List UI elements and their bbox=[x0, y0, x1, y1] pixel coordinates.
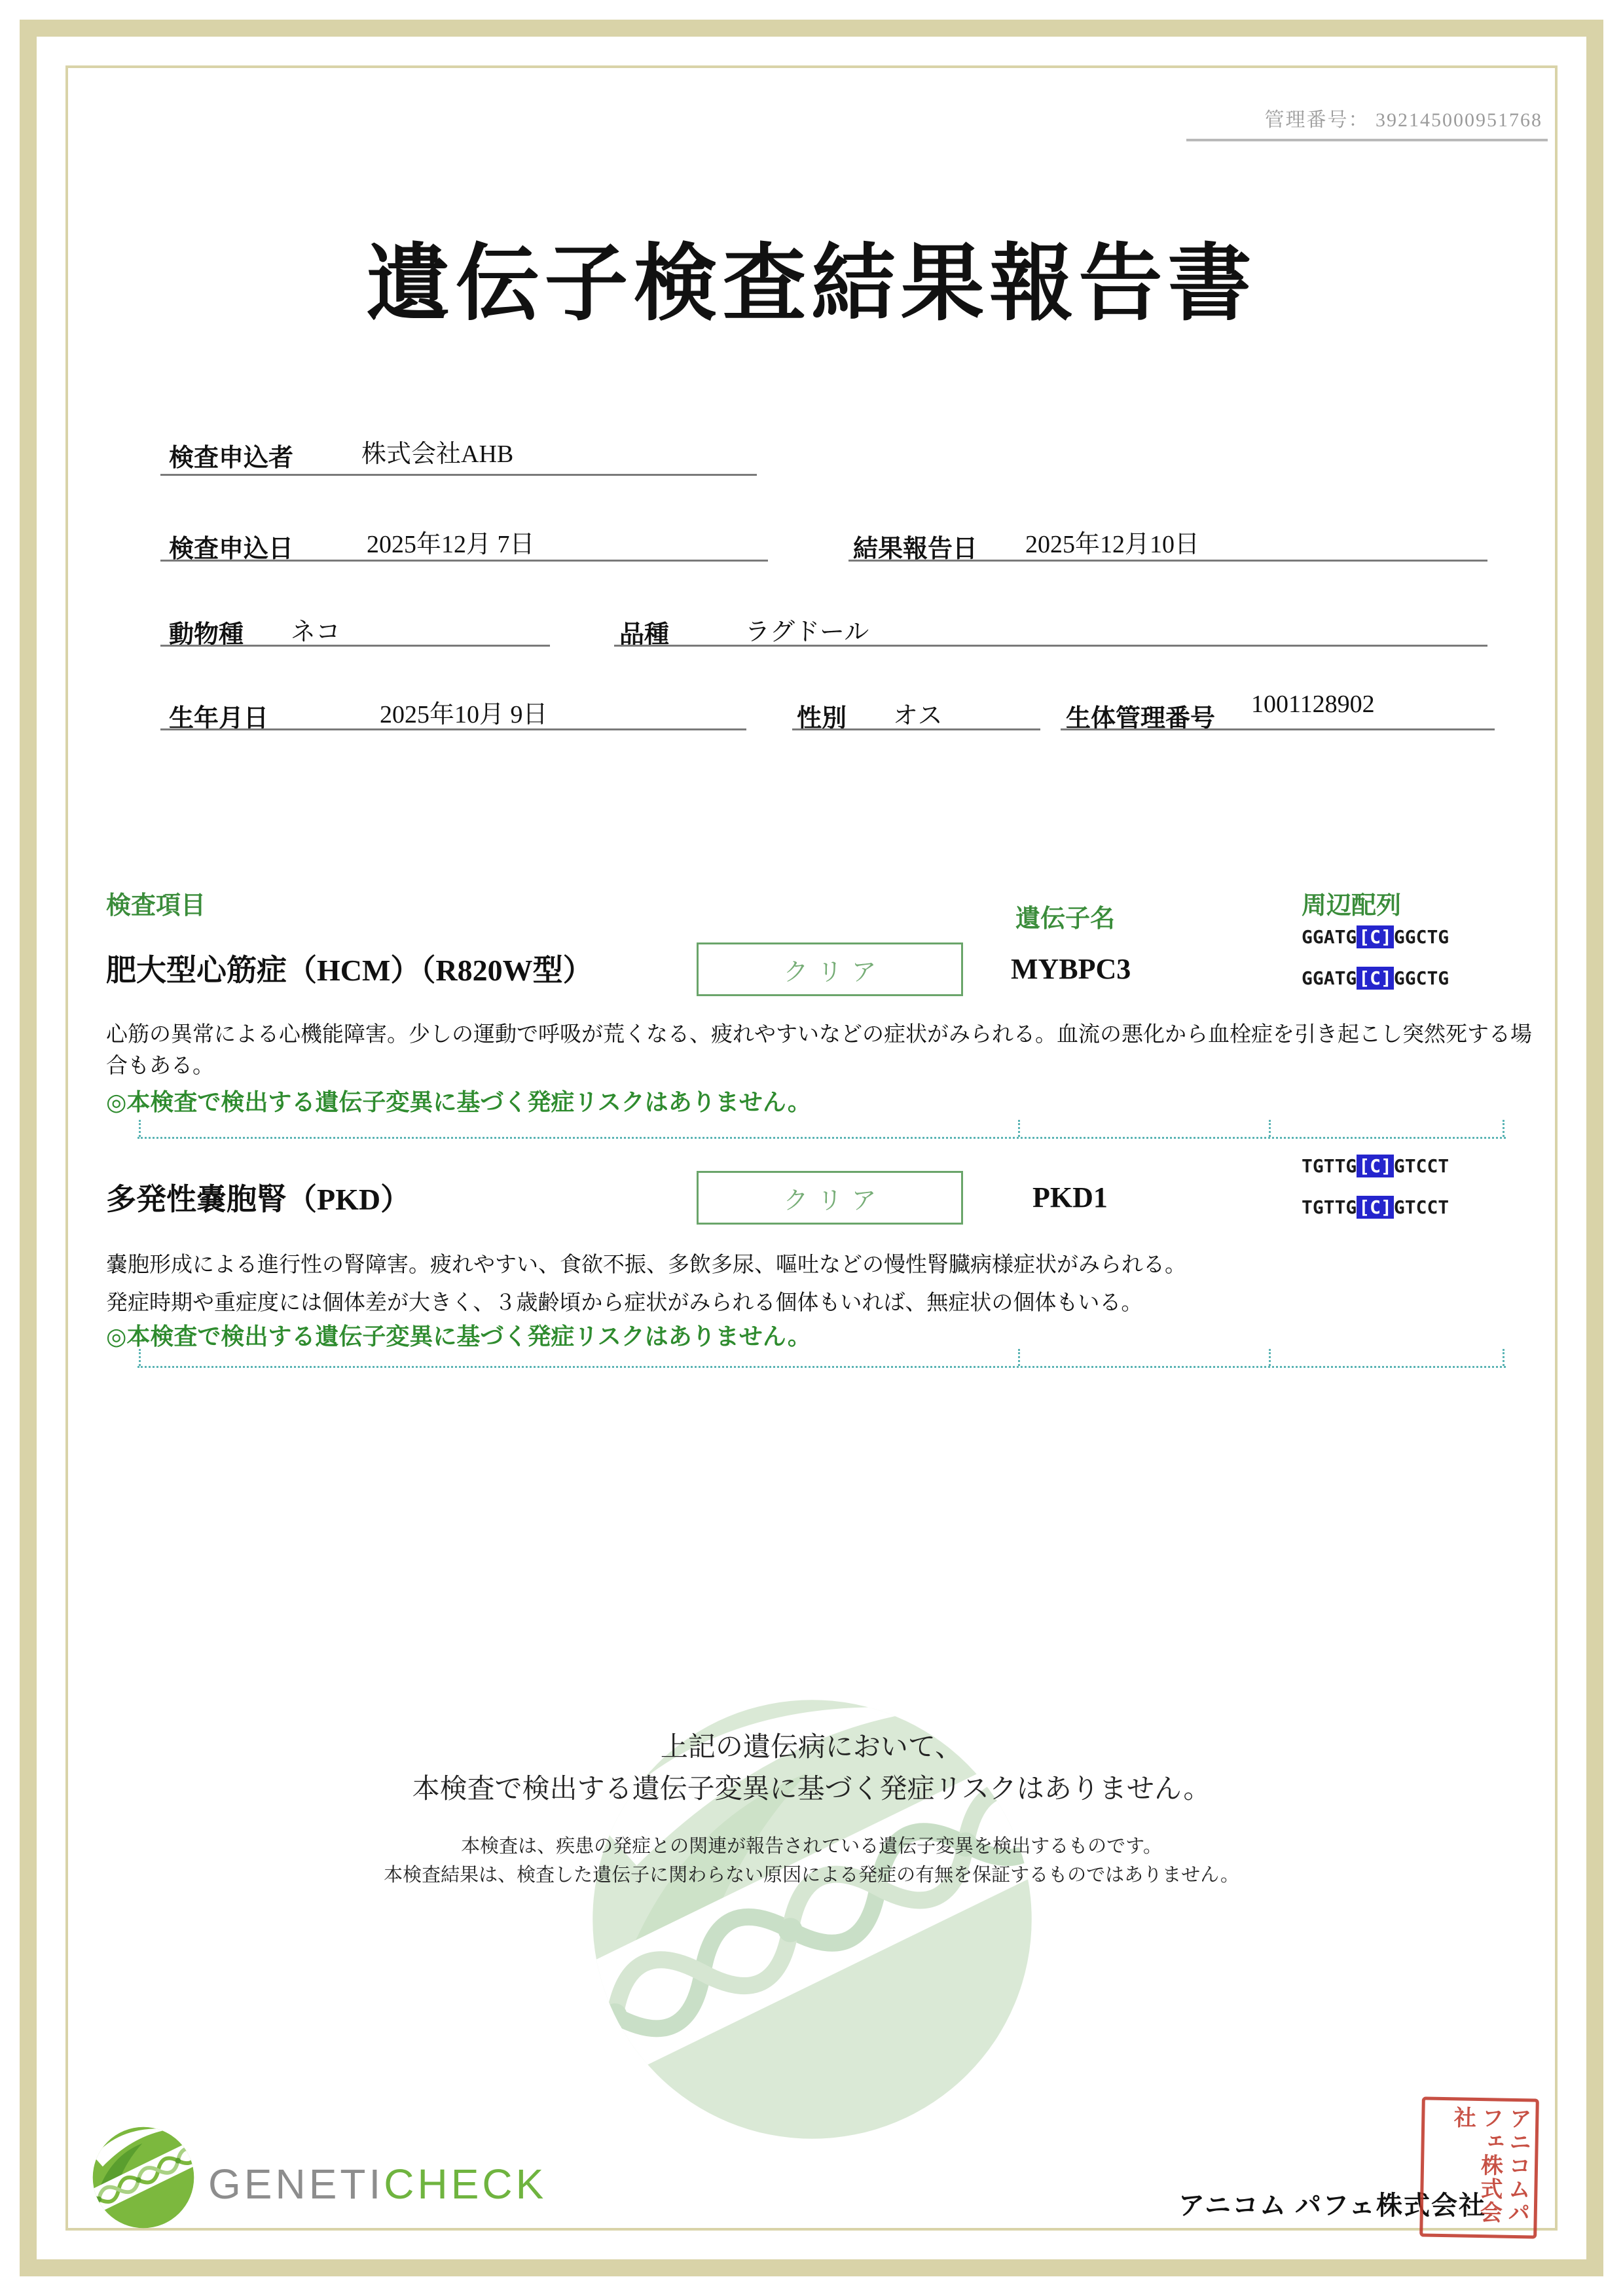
species-underline bbox=[160, 645, 550, 647]
apply-date-underline bbox=[160, 560, 768, 562]
apply-date-value: 2025年12月 7日 bbox=[367, 531, 535, 558]
seq-prefix: TGTTG bbox=[1302, 1155, 1357, 1177]
dotted-separator-1 bbox=[137, 1120, 1506, 1139]
species-label: 動物種 bbox=[169, 621, 244, 649]
birth-date-value: 2025年10月 9日 bbox=[380, 701, 548, 728]
sequence-line-pkd-2 bbox=[1302, 1196, 1449, 1218]
result-badge-hcm bbox=[697, 942, 963, 996]
result-badge-pkd-label: クリア bbox=[783, 1187, 886, 1215]
seq-variant-highlight: [C] bbox=[1357, 1196, 1394, 1219]
risk-note-pkd: ◎本検査で検出する遺伝子変異に基づく発症リスクはありません。 bbox=[106, 1323, 811, 1350]
seq-prefix: GGATG bbox=[1302, 926, 1357, 948]
report-date-underline bbox=[848, 560, 1487, 562]
apply-date-label: 検査申込日 bbox=[169, 535, 294, 563]
gene-name-hcm: MYBPC3 bbox=[1011, 953, 1131, 985]
birth-date-underline bbox=[160, 728, 746, 730]
seq-suffix: GGCTG bbox=[1393, 967, 1450, 989]
disease-name-hcm: 肥大型心筋症（HCM）（R820W型） bbox=[106, 954, 593, 987]
logo-text-geneti: GENETI bbox=[208, 2161, 384, 2208]
sequence-line-hcm-1 bbox=[1302, 926, 1449, 948]
management-number-label: 管理番号： bbox=[1264, 109, 1370, 131]
animal-id-value: 1001128902 bbox=[1251, 691, 1375, 718]
test-item-header: 検査項目 bbox=[106, 892, 206, 920]
breed-value: ラグドール bbox=[745, 619, 869, 646]
sex-value: オス bbox=[893, 702, 943, 730]
report-date-value: 2025年12月10日 bbox=[1025, 531, 1200, 558]
management-number-row bbox=[1186, 103, 1548, 141]
dotted-separator-2 bbox=[137, 1349, 1506, 1368]
company-name: アニコム パフェ株式会社 bbox=[1178, 2191, 1486, 2220]
gene-name-pkd: PKD1 bbox=[1032, 1181, 1108, 1213]
seq-variant-highlight: [C] bbox=[1357, 967, 1394, 990]
summary-line-2: 本検査で検出する遺伝子変異に基づく発症リスクはありません。 bbox=[412, 1773, 1211, 1804]
breed-label: 品種 bbox=[619, 621, 670, 649]
disease-description-pkd: 嚢胞形成による進行性の腎障害。疲れやすい、食欲不振、多飲多尿、嘔吐などの慢性腎臓病様症状がみられる。 bbox=[106, 1253, 1186, 1277]
result-badge-hcm-label: クリア bbox=[783, 958, 886, 986]
seq-suffix: GGCTG bbox=[1393, 926, 1450, 948]
seq-suffix: GTCCT bbox=[1393, 1155, 1450, 1177]
gene-name-header: 遺伝子名 bbox=[1015, 905, 1116, 933]
applicant-value: 株式会社AHB bbox=[361, 440, 514, 468]
report-title: 遺伝子検査結果報告書 bbox=[366, 238, 1257, 331]
disease-description-pkd-2: 発症時期や重症度には個体差が大きく、３歳齢頃から症状がみられる個体もいれば、無症状の個体もいる。 bbox=[106, 1291, 1143, 1315]
seq-variant-highlight: [C] bbox=[1357, 925, 1394, 948]
sex-underline bbox=[792, 728, 1040, 730]
disease-description-hcm: 心筋の異常による心機能障害。少しの運動で呼吸が荒くなる、疲れやすいなどの症状がみられる。血流の悪化から血栓症を引き起こし突然死する場合もある。 bbox=[106, 1023, 1532, 1078]
summary-line-1: 上記の遺伝病において、 bbox=[660, 1731, 963, 1762]
summary-note-2: 本検査結果は、検査した遺伝子に関わらない原因による発症の有無を保証するものではありません。 bbox=[384, 1865, 1239, 1886]
applicant-underline bbox=[160, 474, 757, 476]
summary-note-1: 本検査は、疾患の発症との関連が報告されている遺伝子変異を検出するものです。 bbox=[461, 1836, 1162, 1857]
sequence-line-hcm-2 bbox=[1302, 967, 1449, 989]
disease-name-pkd: 多発性嚢胞腎（PKD） bbox=[106, 1183, 411, 1216]
animal-id-underline bbox=[1061, 728, 1495, 730]
breed-underline bbox=[614, 645, 1487, 647]
applicant-label: 検査申込者 bbox=[169, 444, 294, 472]
seq-suffix: GTCCT bbox=[1393, 1196, 1450, 1218]
company-seal-stamp: アニコムパフェ株式会社 bbox=[1419, 2096, 1539, 2238]
management-number-value: 392145000951768 bbox=[1376, 109, 1542, 131]
sequence-line-pkd-1 bbox=[1302, 1155, 1449, 1177]
animal-id-label: 生体管理番号 bbox=[1066, 705, 1216, 732]
result-badge-pkd bbox=[697, 1171, 963, 1225]
report-date-label: 結果報告日 bbox=[853, 535, 978, 563]
birth-date-label: 生年月日 bbox=[169, 705, 269, 732]
species-value: ネコ bbox=[291, 619, 341, 646]
risk-note-hcm: ◎本検査で検出する遺伝子変異に基づく発症リスクはありません。 bbox=[106, 1089, 811, 1115]
sex-label: 性別 bbox=[797, 705, 847, 732]
logo-text-check: CHECK bbox=[384, 2161, 547, 2208]
seq-variant-highlight: [C] bbox=[1357, 1155, 1394, 1177]
sequence-header: 周辺配列 bbox=[1302, 892, 1402, 920]
seq-prefix: GGATG bbox=[1302, 967, 1357, 989]
geneticheck-logo-text bbox=[208, 2160, 547, 2208]
geneticheck-logo-icon bbox=[88, 2123, 198, 2233]
seq-prefix: TGTTG bbox=[1302, 1196, 1357, 1218]
